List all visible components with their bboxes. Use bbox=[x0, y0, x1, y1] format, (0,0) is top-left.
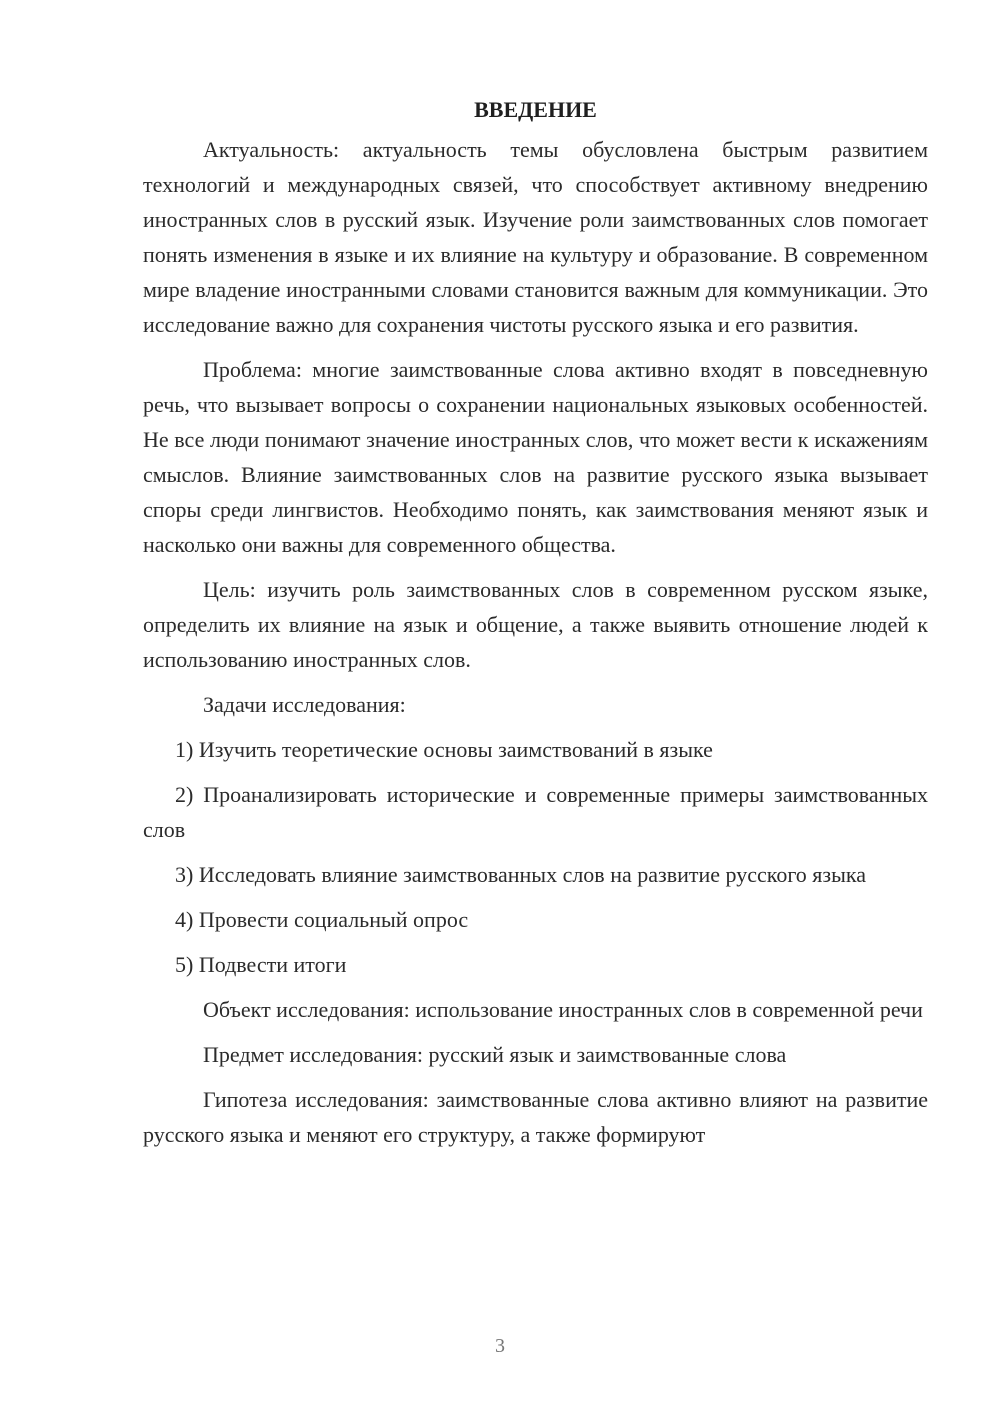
document-body bbox=[143, 92, 928, 1152]
task-item-3: 3) Исследовать влияние заимствованных слов на развитие русского языка bbox=[175, 862, 867, 887]
task-item-5: 5) Подвести итоги bbox=[175, 952, 347, 977]
paragraph-problem: Проблема: многие заимствованные слова активно входят в повседневную речь, что вызывает вопросы о сохранении национальных языковых особенностей. Не все люди понимают значение иностранных слов, что может вести к искажениям смыслов. Влияние заимствованных слов на развитие русского языка вызывает споры среди лингвистов. Необходимо понять, как заимствования меняют язык и насколько они важны для современного общества. bbox=[143, 357, 928, 557]
paragraph-subject: Предмет исследования: русский язык и заимствованные слова bbox=[203, 1042, 787, 1067]
paragraph-hypothesis: Гипотеза исследования: заимствованные слова активно влияют на развитие русского языка и меняют его структуру, а также формируют bbox=[143, 1087, 928, 1147]
page-number: 3 bbox=[495, 1335, 505, 1357]
paragraph-tasks-heading: Задачи исследования: bbox=[203, 692, 406, 717]
paragraph-goal: Цель: изучить роль заимствованных слов в современном русском языке, определить их влияние на язык и общение, а также выявить отношение людей к использованию иностранных слов. bbox=[143, 577, 928, 672]
section-title: ВВЕДЕНИЕ bbox=[474, 97, 597, 122]
task-item-4: 4) Провести социальный опрос bbox=[175, 907, 469, 932]
paragraph-object: Объект исследования: использование иностранных слов в современной речи bbox=[203, 997, 923, 1022]
task-item-1: 1) Изучить теоретические основы заимствований в языке bbox=[175, 737, 713, 762]
paragraph-relevance: Актуальность: актуальность темы обусловлена быстрым развитием технологий и международных связей, что способствует активному внедрению иностранных слов в русский язык. Изучение роли заимствованных слов помогает понять изменения в языке и их влияние на культуру и образование. В современном мире владение иностранными словами становится важным для коммуникации. Это исследование важно для сохранения чистоты русского языка и его развития. bbox=[143, 137, 928, 337]
task-item-2: 2) Проанализировать исторические и современные примеры заимствованных слов bbox=[143, 782, 928, 842]
